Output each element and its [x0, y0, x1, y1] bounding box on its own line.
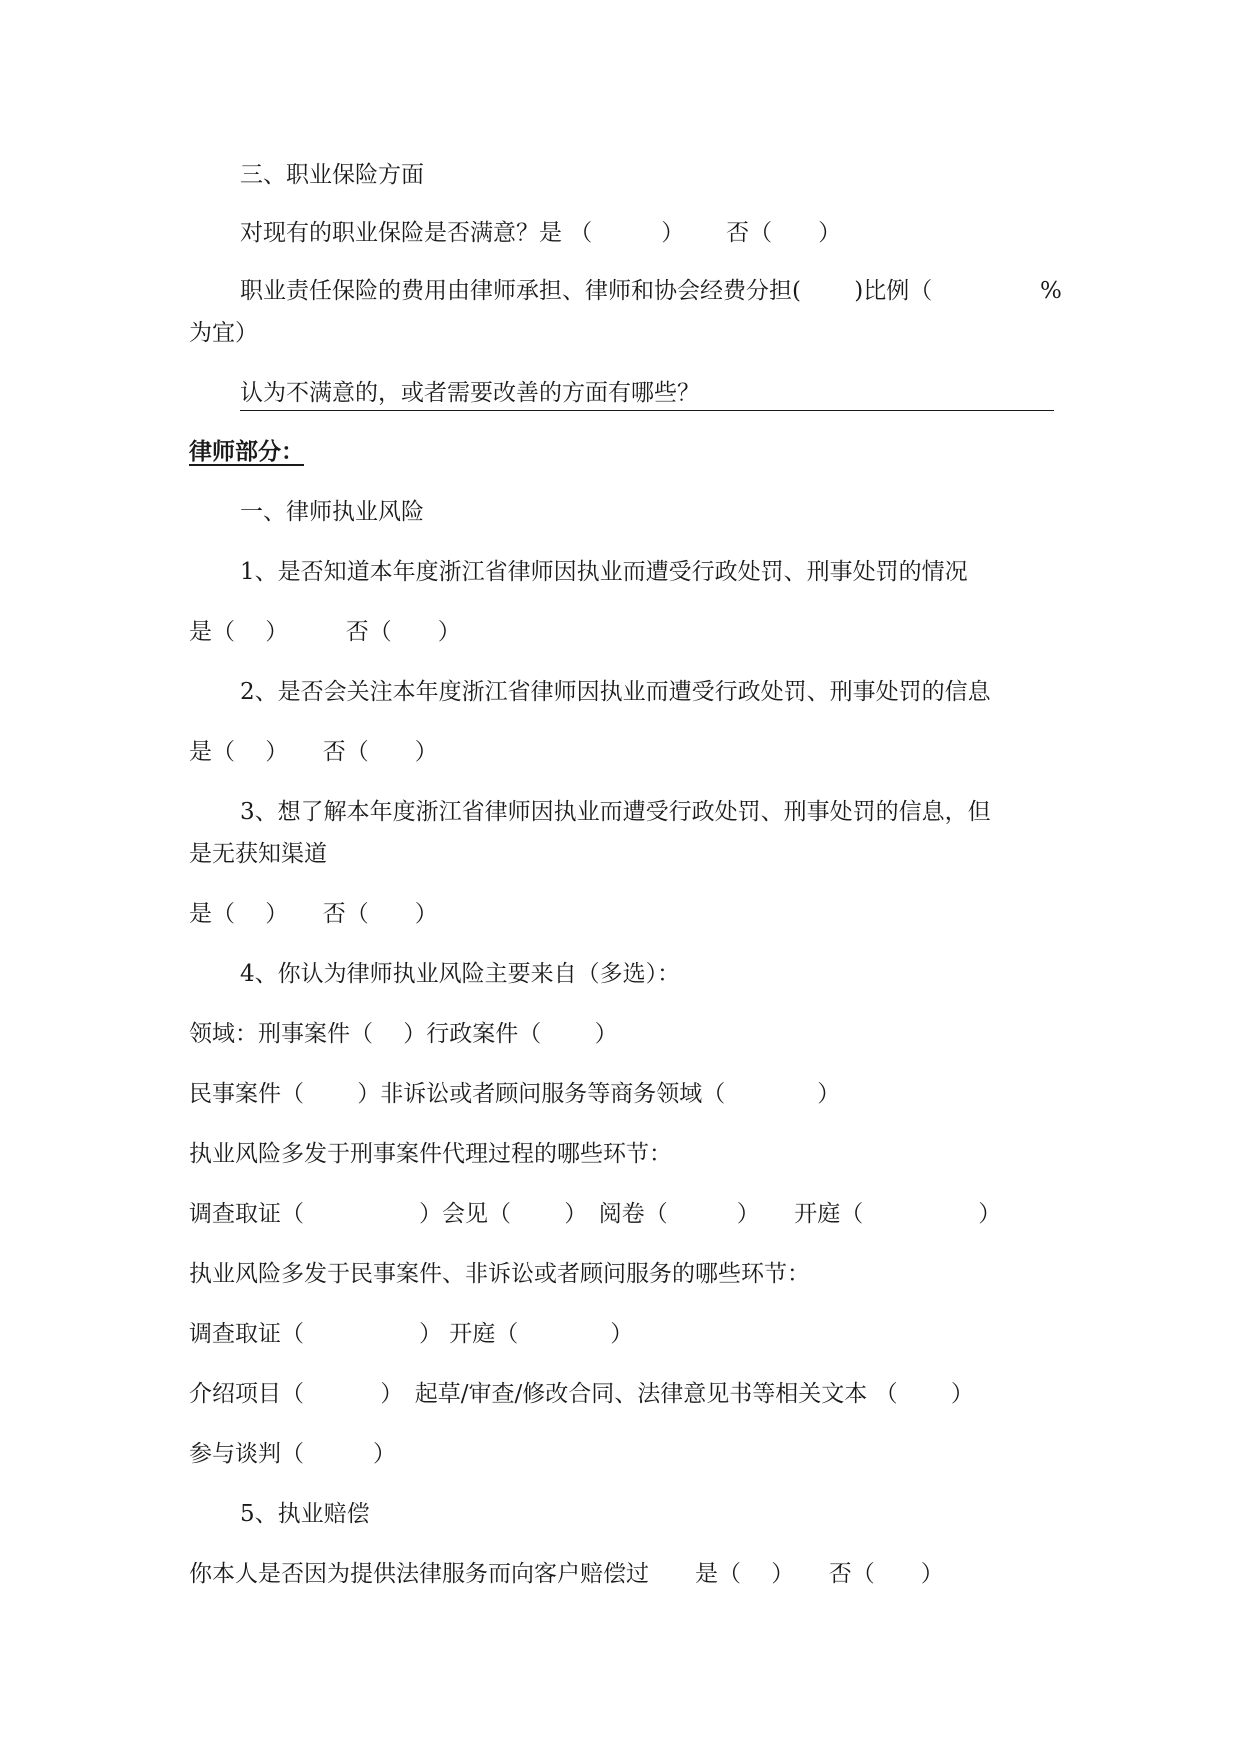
question-4-civil-options-3: 参与谈判（ ）: [189, 1441, 396, 1467]
question-4-civil-options-1: 调查取证（ ） 开庭（ ）: [189, 1321, 634, 1347]
question-5-text: 你本人是否因为提供法律服务而向客户赔偿过 是（ ） 否（ ）: [189, 1561, 944, 1587]
question-3-answer: 是（ ） 否（ ）: [189, 901, 438, 927]
insurance-heading: 三、职业保险方面: [240, 162, 424, 188]
question-1: 1、是否知道本年度浙江省律师因执业而遭受行政处罚、刑事处罚的情况: [240, 559, 968, 585]
question-insurance-satisfied: 对现有的职业保险是否满意？是 （ ） 否（ ）: [240, 220, 842, 246]
question-insurance-cost-continued: 为宜）: [189, 320, 258, 346]
question-4: 4、你认为律师执业风险主要来自（多选）：: [240, 961, 681, 987]
question-5: 5、执业赔偿: [240, 1501, 370, 1527]
question-2: 2、是否会关注本年度浙江省律师因执业而遭受行政处罚、刑事处罚的信息: [240, 679, 991, 705]
question-4-criminal: 执业风险多发于刑事案件代理过程的哪些环节：: [189, 1141, 672, 1167]
question-4-criminal-options: 调查取证（ ）会见（ ） 阅卷（ ） 开庭（ ）: [189, 1201, 1002, 1227]
question-insurance-cost: 职业责任保险的费用由律师承担、律师和协会经费分担( )比例（: [240, 278, 933, 304]
question-4-civil-options-2: 介绍项目（ ） 起草/审查/修改合同、法律意见书等相关文本 （ ）: [189, 1381, 974, 1407]
question-4-field-1: 领域：刑事案件（ ）行政案件（ ）: [189, 1021, 618, 1047]
answer-underline: [240, 410, 1054, 411]
question-1-answer: 是（ ） 否（ ）: [189, 619, 461, 645]
percent-sign: %: [1040, 278, 1062, 304]
question-3-continued: 是无获知渠道: [189, 841, 327, 867]
question-3: 3、想了解本年度浙江省律师因执业而遭受行政处罚、刑事处罚的信息，但: [240, 799, 991, 825]
question-insurance-improve: 认为不满意的，或者需要改善的方面有哪些？: [240, 380, 700, 406]
question-4-civil: 执业风险多发于民事案件、非诉讼或者顾问服务的哪些环节：: [189, 1261, 810, 1287]
question-4-field-2: 民事案件（ ）非诉讼或者顾问服务等商务领域（ ）: [189, 1081, 841, 1107]
question-2-answer: 是（ ） 否（ ）: [189, 739, 438, 765]
risk-heading: 一、律师执业风险: [240, 499, 424, 525]
lawyer-section-title: 律师部分：: [189, 438, 304, 465]
